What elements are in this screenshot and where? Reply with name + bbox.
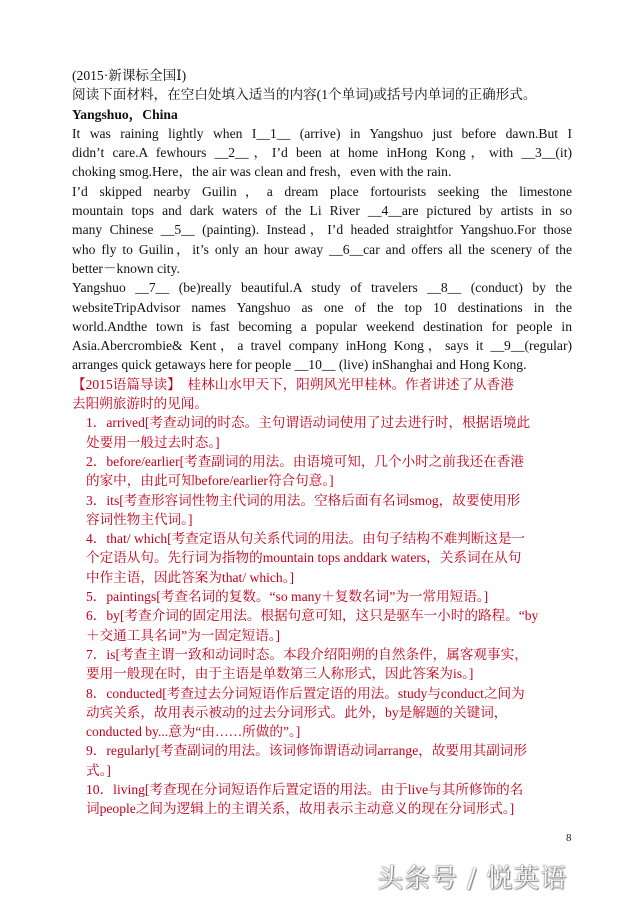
answer-line: 个定语从句。先行词为指物的mountain tops anddark waters，关系词在从句: [86, 550, 522, 566]
answer-line: 要用一般现在时，由于主语是单数第三人称形式，因此答案为is。]: [86, 666, 474, 682]
answer-line: 8．conducted[考查过去分词短语作后置定语的用法。study与conduct之间为: [86, 685, 525, 701]
answer-line: 5．paintings[考查名词的复数。“so many＋复数名词”为一常用短语。]: [86, 589, 489, 605]
answer-line: conducted by...意为“由……所做的”。]: [86, 724, 301, 740]
answer-line: 10．living[考查现在分词短语作后置定语的用法。由于live与其所修饰的名: [86, 781, 524, 797]
page-number: 8: [566, 832, 572, 844]
guide-line: 去阳朔旅游时的见闻。: [72, 396, 208, 412]
answer-line: ＋交通工具名词”为一固定短语。]: [86, 627, 281, 643]
passage-line: better－known city.: [72, 260, 180, 276]
passage-line: It was raining lightly when I__1__ (arrive) in Yangshuo just before dawn.But I: [72, 125, 572, 141]
answer-line: 4．that/ which[考查定语从句关系代词的用法。由句子结构不难判断这是一: [86, 531, 526, 547]
passage-body: [72, 124, 572, 375]
passage-line: Yangshuo __7__ (be)really beautiful.A study of travelers __8__ (conduct) by the: [72, 280, 572, 296]
answer-line: 7．is[考查主谓一致和动词时态。本段介绍阳朔的自然条件，属客观事实，: [86, 646, 528, 662]
passage-line: world.Andthe town is fast becoming a popular weekend destination for people in: [72, 318, 572, 334]
passage-line: websiteTripAdvisor names Yangshuo as one of the top 10 destinations in the: [72, 299, 572, 315]
reading-guide: [72, 375, 572, 414]
answer-line: 处要用一般过去时态。]: [86, 434, 220, 450]
answer-line: 容词性物主代词。]: [86, 511, 193, 527]
answer-line: 2．before/earlier[考查副词的用法。由语境可知，几个小时之前我还在香港: [86, 453, 524, 469]
watermark: 头条号 / 悦英语: [377, 864, 568, 894]
passage-line: I’d skipped nearby Guilin，a dream place fortourists seeking the limestone: [72, 183, 572, 199]
passage-title: Yangshuo，China: [72, 106, 178, 122]
answer-key: [72, 413, 572, 818]
passage-line: Asia.Abercrombie& Kent，a travel company inHong Kong，says it __9__(regular): [72, 338, 572, 354]
passage-line: arranges quick getaways here for people __10__ (live) inShanghai and Hong Kong.: [72, 357, 527, 373]
passage-line: mountain tops and dark waters of the Li River __4__are pictured by artists in so: [72, 203, 572, 219]
answer-line: 的家中，由此可知before/earlier符合句意。]: [86, 473, 334, 489]
answer-line: 9．regularly[考查副词的用法。该词修饰谓语动词arrange，故要用其副词形: [86, 743, 527, 759]
question-source: (2015·新课标全国Ⅰ): [72, 68, 187, 83]
answer-line: 式。]: [86, 762, 111, 778]
answer-line: 6．by[考查介词的固定用法。根据句意可知，这只是驱车一小时的路程。“by: [86, 608, 539, 624]
passage-line: many Chinese __5__ (painting). Instead，I’d headed straightfor Yangshuo.For those: [72, 222, 572, 238]
answer-line: 词people之间为逻辑上的主谓关系，故用表示主动意义的现在分词形式。]: [86, 801, 515, 817]
answer-line: 1．arrived[考查动词的时态。主句谓语动词使用了过去进行时，根据语境此: [86, 415, 531, 431]
answer-line: 动宾关系，故用表示被动的过去分词形式。此外，by是解题的关键词，: [86, 704, 508, 720]
answer-line: 3．its[考查形容词性物主代词的用法。空格后面有名词smog，故要使用形: [86, 492, 521, 508]
answer-line: 中作主语，因此答案为that/ which。]: [86, 569, 295, 585]
passage-line: didn’t care.A fewhours __2__，I’d been at home inHong Kong，with __3__(it): [72, 145, 572, 161]
guide-line: 【2015语篇导读】 桂林山水甲天下，阳朔风光甲桂林。作者讲述了从香港: [72, 376, 514, 392]
passage-line: choking smog.Here，the air was clean and fresh，even with the rain.: [72, 164, 452, 180]
instructions: 阅读下面材料，在空白处填入适当的内容(1个单词)或括号内单词的正确形式。: [72, 87, 537, 103]
document-page: [72, 66, 572, 819]
passage-line: who fly to Guilin，it’s only an hour away __6__car and offers all the scenery of the: [72, 241, 572, 257]
